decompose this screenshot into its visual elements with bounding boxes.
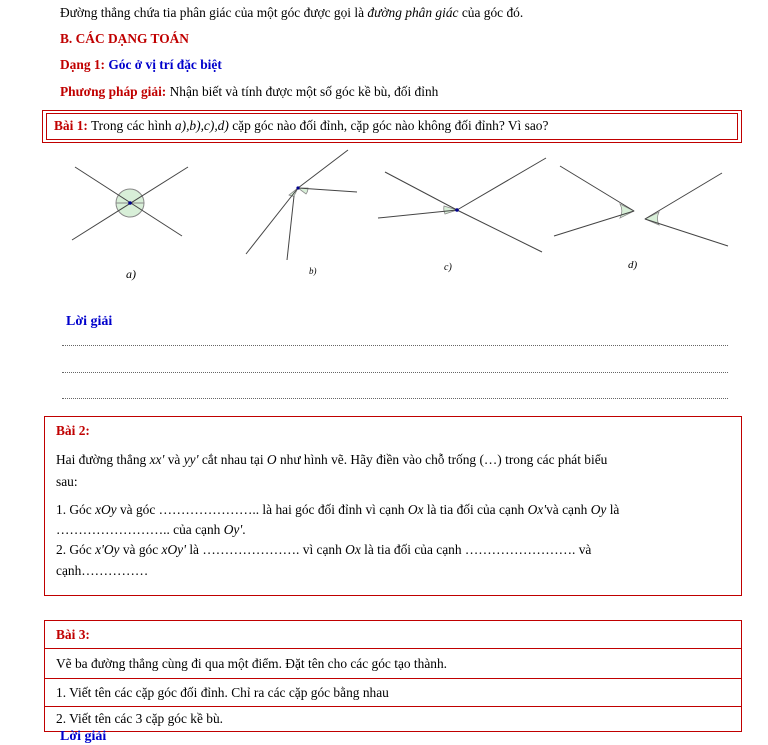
figure-a (72, 167, 188, 240)
bai3-line-3: 2. Viết tên các 3 cặp góc kề bù. (56, 711, 224, 726)
method-text: Nhận biết và tính được một số góc kề bù, đối đỉnh (169, 84, 439, 99)
solution1-title: Lời giải (66, 314, 113, 329)
fig-c-caption: c) (444, 262, 452, 273)
bai2-intro-2: cắt nhau tại (201, 452, 264, 467)
bai2-label: Bài 2: (56, 423, 90, 438)
bai1-label: Bài 1: (54, 118, 88, 133)
bai2-O: O (266, 452, 277, 467)
bai1-text (54, 118, 548, 134)
fig-d-ray-3 (645, 173, 722, 219)
s1-oy2: Oy' (223, 522, 243, 537)
bai2-and: và (167, 452, 181, 467)
fig-d-ray-1 (560, 166, 634, 211)
s1-line2-a: …………………….. của cạnh (56, 522, 221, 537)
fig-d-caption: d) (628, 259, 638, 271)
fig-a-point (128, 201, 132, 205)
answer-line-3 (62, 398, 728, 399)
s1-xoy: xOy (95, 502, 117, 517)
figure-b (246, 150, 357, 260)
bai2-s2-line-1 (56, 542, 591, 558)
bai1-figures (0, 140, 768, 290)
s2-c: là …………………. vì cạnh (189, 542, 342, 557)
intro-line (60, 5, 523, 21)
fig-d-angle-1 (620, 204, 634, 218)
dang1-title: Góc ở vị trí đặc biệt (108, 57, 222, 72)
fig-b-ray-4 (287, 196, 294, 260)
method-label: Phương pháp giải: (60, 84, 167, 99)
dang1-heading (60, 57, 222, 73)
intro-text: Đường thẳng chứa tia phân giác của một góc được gọi là (60, 5, 365, 20)
bai2-intro-1: Hai đường thẳng (56, 452, 147, 467)
bai2-intro-line-2: sau: (56, 474, 78, 489)
fig-d-ray-2 (554, 211, 634, 236)
s1-line2-b: . (242, 522, 246, 537)
bai3-divider-3 (44, 706, 742, 707)
bai3-label: Bài 3: (56, 627, 90, 642)
s1-ox: Ox (407, 502, 424, 517)
answer-line-2 (62, 372, 728, 373)
s2-xoy2: xOy' (161, 542, 186, 557)
fig-b-ray-3 (246, 188, 298, 254)
fig-b-point (296, 186, 299, 189)
bai2-s2-line-2: cạnh…………… (56, 563, 149, 578)
dang1-label: Dạng 1: (60, 57, 106, 72)
figure-d (554, 166, 728, 246)
bai1-text-before: Trong các hình (90, 118, 172, 133)
bai2-xx: xx' (149, 452, 165, 467)
fig-c-ray-2 (457, 158, 546, 210)
fig-d-ray-4 (645, 219, 728, 246)
bai2-s1-line-1 (56, 502, 619, 518)
s1-ox2: Ox' (527, 502, 547, 517)
bai2-s1-line-2 (56, 522, 246, 538)
bai3-line-1: Vẽ ba đường thẳng cùng đi qua một điểm. Đặt tên cho các góc tạo thành. (56, 656, 448, 671)
fig-c-ray-4 (457, 210, 542, 252)
section-title: B. CÁC DẠNG TOÁN (60, 31, 189, 46)
fig-a-caption: a) (126, 267, 136, 281)
figure-c (378, 158, 546, 252)
s1-oy: Oy (590, 502, 607, 517)
s1-c: là tia đối của cạnh (426, 502, 525, 517)
bai3-divider-2 (44, 678, 742, 679)
s1-b: và góc ………………….. là hai góc đối đỉnh vì cạnh (119, 502, 405, 517)
bai1-figs: a),b),c),d) (174, 118, 229, 133)
s2-d: là tia đối của cạnh ……………………. và (364, 542, 592, 557)
solution3-title: Lời giải (60, 729, 107, 744)
fig-c-point (455, 208, 459, 212)
s1-e: là (609, 502, 620, 517)
s1-a: 1. Góc (56, 502, 92, 517)
bai1-text-after: cặp góc nào đối đỉnh, cặp góc nào không đối đỉnh? Vì sao? (232, 118, 549, 133)
fig-b-caption: b) (309, 266, 317, 276)
s2-xoy: x'Oy (95, 542, 120, 557)
bai2-intro-line-1 (56, 452, 607, 468)
s2-b: và góc (122, 542, 159, 557)
s2-ox: Ox (345, 542, 361, 557)
method-line (60, 84, 438, 100)
intro-end: của góc đó. (461, 5, 524, 20)
intro-term: đường phân giác (367, 5, 459, 20)
s2-a: 2. Góc (56, 542, 92, 557)
bai3-line-2: 1. Viết tên các cặp góc đối đỉnh. Chỉ ra các cặp góc bằng nhau (56, 685, 389, 700)
answer-line-1 (62, 345, 728, 346)
fig-a-line-1 (75, 167, 182, 236)
bai3-divider-1 (44, 648, 742, 649)
fig-c-ray-1 (385, 172, 457, 210)
bai2-yy: yy' (183, 452, 199, 467)
s1-d: và cạnh (546, 502, 588, 517)
fig-b-ray-1 (298, 150, 348, 188)
bai2-intro-3: như hình vẽ. Hãy điền vào chỗ trống (…) trong các phát biểu (279, 452, 608, 467)
